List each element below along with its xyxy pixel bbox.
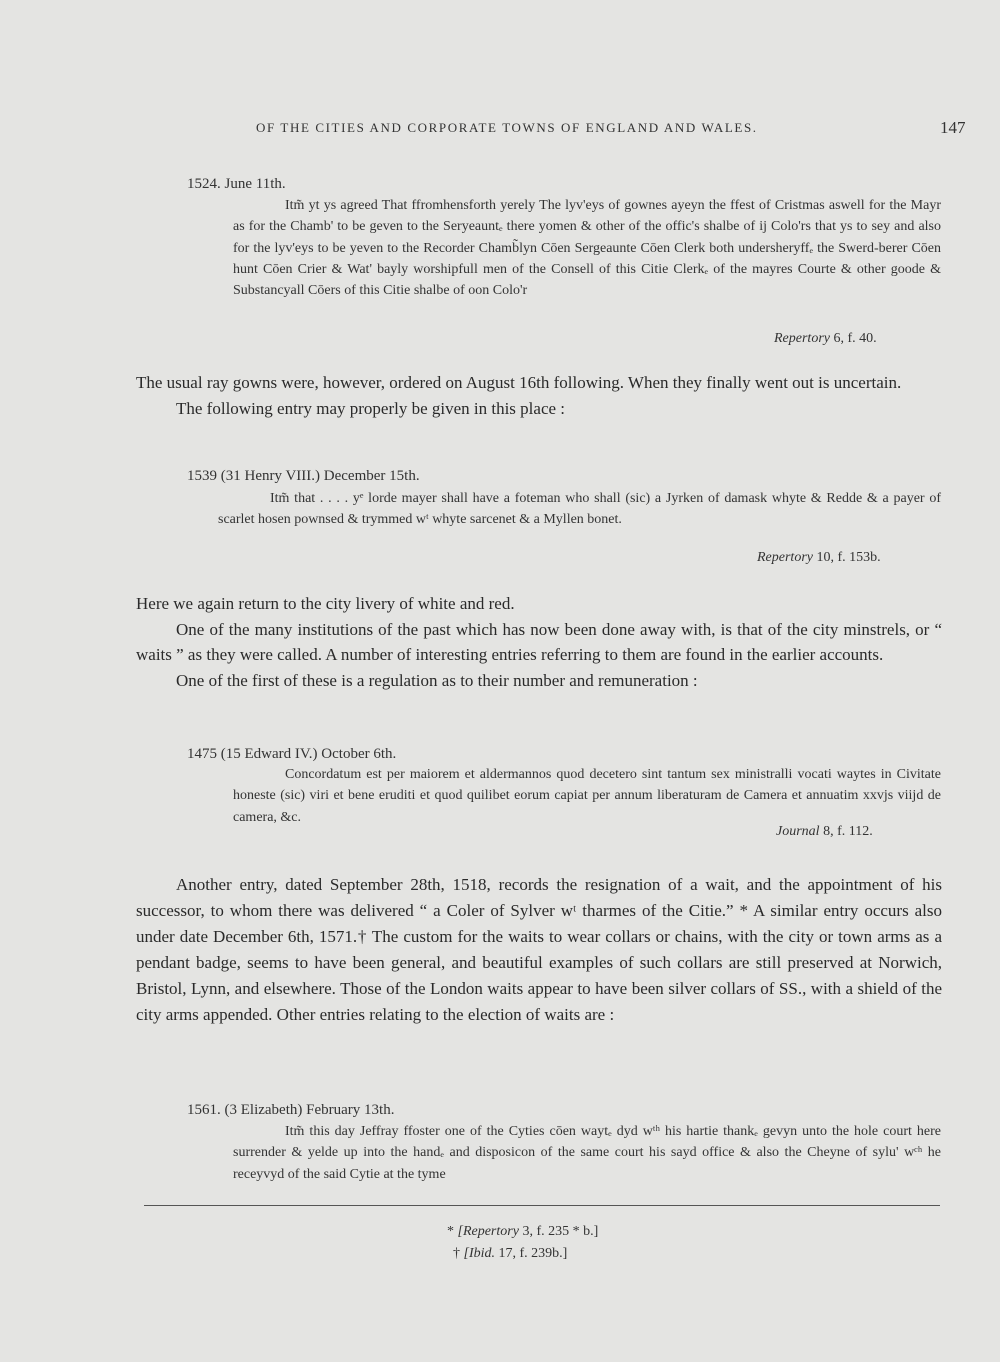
entry-date-1475: 1475 (15 Edward IV.) October 6th. [187, 746, 397, 762]
body-section-1 [136, 370, 942, 421]
footnote-1 [447, 1224, 598, 1240]
entry-text-1561 [233, 1121, 941, 1185]
entry-date-1561: 1561. (3 Elizabeth) February 13th. [187, 1102, 395, 1118]
paragraph-regulation: One of the first of these is a regulation as to their number and remuneration : [176, 671, 698, 691]
reference-location: 6, f. 40. [833, 331, 877, 346]
reference-journal-8 [776, 824, 873, 840]
footnote-mark: † [453, 1246, 460, 1261]
footnote-mark: * [447, 1224, 454, 1239]
entry-text-1524 [233, 195, 941, 301]
entry-text-1561-body: Itm̃ this day Jeffray ffoster one of the Cyties cōen waytₑ dyd wᵗʰ his hartie thankₑ gevyn unto the hole court here surrender & yelde up into the handₑ and disposicon of the same court his sayd office & also the Cheyne of sylu' wᶜʰ he receyvyd of the said Cytie at the tyme [233, 1124, 941, 1182]
entry-date-1524: 1524. June 11th. [187, 176, 286, 192]
entry-text-1475 [233, 764, 941, 828]
body-section-3 [136, 872, 942, 1028]
paragraph-city-minstrels: One of the many institutions of the past which has now been done away with, is that of the city minstrels, or “ waits ” as they were called. A number of interesting entries referring to them are found in the earlier accounts. [136, 619, 942, 665]
page-number: 147 [940, 118, 966, 137]
footnote-title: [Repertory [457, 1224, 519, 1239]
reference-repertory-6 [774, 331, 877, 347]
entry-date-1539: 1539 (31 Henry VIII.) December 15th. [187, 468, 420, 484]
paragraph-following-entry: The following entry may properly be given in this place : [176, 398, 566, 418]
footnote-location: 3, f. 235 * b.] [522, 1224, 599, 1239]
reference-location: 10, f. 153b. [816, 550, 881, 565]
footnote-2 [453, 1246, 567, 1262]
entry-text-1539-body: Itm̃ that . . . . yᵉ lorde mayer shall have a foteman who shall (sic) a Jyrken of damask whyte & Redde & a payer of scarlet hosen pownsed & trymmed wᵗ whyte sarcenet & a Myllen bonet. [218, 491, 941, 528]
reference-title: Repertory [757, 550, 813, 565]
running-header [256, 118, 966, 137]
body-section-2 [136, 591, 942, 694]
paragraph-city-livery: Here we again return to the city livery of white and red. [136, 594, 515, 613]
running-title: OF THE CITIES AND CORPORATE TOWNS OF ENGLAND AND WALES. [256, 120, 758, 135]
reference-title: Journal [776, 824, 820, 839]
footnote-location: 17, f. 239b.] [498, 1246, 568, 1261]
footnote-divider [144, 1205, 940, 1206]
reference-location: 8, f. 112. [823, 824, 873, 839]
footnote-title: [Ibid. [463, 1246, 495, 1261]
paragraph-collars-of-waits: Another entry, dated September 28th, 1518, records the resignation of a wait, and the appointment of his successor, to whom there was delivered “ a Coler of Sylver wᵗ tharmes of the Citie.” * A similar entry occurs also under date December 6th, 1571.† The custom for the waits to wear collars or chains, with the city or town arms as a pendant badge, seems to have been general, and beautiful examples of such collars are still preserved at Norwich, Bristol, Lynn, and elsewhere. Those of the London waits appear to have been silver collars of SS., with a shield of the city arms appended. Other entries relating to the election of waits are : [136, 875, 942, 1024]
entry-text-1539 [218, 488, 941, 531]
entry-text-1475-body: Concordatum est per maiorem et aldermannos quod decetero sint tantum sex ministralli vocati waytes in Civitate honeste (sic) viri et bene eruditi et quod quilibet eorum capiat per annum liberaturam de Camera et annuatim xxvjs viijd de camera, &c. [233, 767, 941, 825]
entry-text-1524-body: Itm̃ yt ys agreed That ffromhensforth yerely The lyv'eys of gownes ayeyn the ffest of Cristmas aswell for the Mayr as for the Chamb' to be geven to the Seryeauntₑ there yomen & other of the offic's shalbe of ij Colo'rs that ys to sey and also for the lyv'eys to be yeven to the Recorder Chamb̃lyn Cōen Sergeaunte Cōen Clerk both undersheryffₑ the Swerd-berer Cōen hunt Cōen Crier & Wat' bayly worshipfull men of the Consell of this Citie Clerkₑ of the mayres Courte & other goode & Substancyall Cōers of this Citie shalbe of oon Colo'r [233, 198, 941, 299]
paragraph-ray-gowns: The usual ray gowns were, however, ordered on August 16th following. When they finally went out is uncertain. [136, 373, 902, 392]
reference-repertory-10 [757, 550, 881, 566]
reference-title: Repertory [774, 331, 830, 346]
